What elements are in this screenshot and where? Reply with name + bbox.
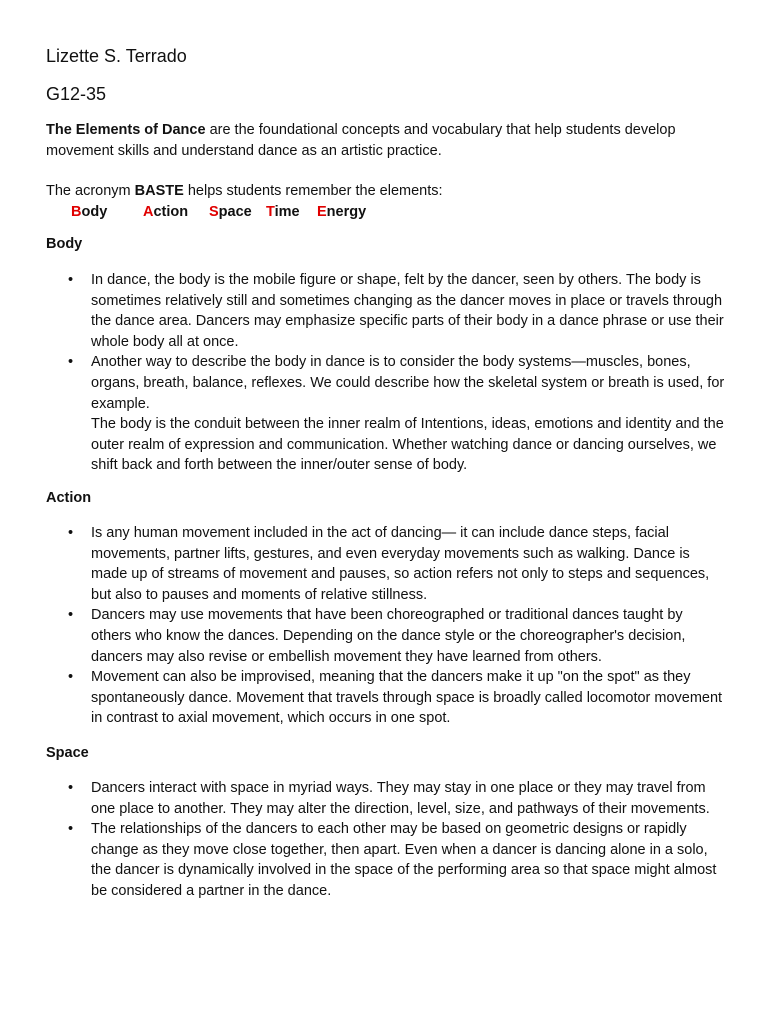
class-section: G12-35 — [46, 84, 107, 104]
action-bullet-list — [46, 523, 726, 729]
intro-lead-bold: The Elements of Dance — [46, 122, 206, 138]
bullet-icon: • — [68, 272, 74, 288]
body-bullet-2-text: Another way to describe the body in dance is to consider the body systems—muscles, bones, organs, breath, balance, reflexes. We could describe how the skeletal system or breath is used, for example. — [91, 354, 725, 412]
list-item — [46, 605, 726, 667]
body-bullet-list — [46, 270, 726, 476]
acronym-item-body — [71, 202, 143, 222]
acronym-rest-energy: nergy — [326, 204, 367, 220]
space-bullet-2-text: The relationships of the dancers to each other may be based on geometric designs or rapidly change as they move close together, then apart. Even when a dancer is dancing alone in a solo, the dancer is dynamically involved in the space of the performing area so that space might almost be considered a partner in the dance. — [91, 821, 717, 899]
acronym-cap-e: E — [317, 204, 327, 220]
bullet-icon: • — [68, 821, 74, 838]
acronym-rest-time: ime — [274, 204, 300, 220]
acronym-letters — [71, 202, 366, 222]
acronym-cap-s: S — [209, 204, 219, 220]
body-bullet-1-text: In dance, the body is the mobile figure or shape, felt by the dancer, seen by others. The body is sometimes relatively still and sometimes changing as the dancer moves in place or travels through the dance area. Dancers may emphasize specific parts of their body in a dance phrase or use their whole body all at once. — [91, 272, 724, 350]
author-name: Lizette S. Terrado — [46, 46, 187, 66]
acronym-item-space — [209, 202, 266, 222]
acronym-cap-t: T — [266, 204, 275, 220]
list-item — [46, 352, 726, 476]
acronym-text-before: The acronym — [46, 183, 135, 199]
bullet-icon: • — [68, 780, 74, 796]
bullet-icon: • — [68, 669, 74, 686]
list-item — [46, 667, 726, 729]
acronym-item-energy — [317, 202, 366, 222]
list-item — [46, 778, 726, 819]
body-continuation-text: The body is the conduit between the inner realm of Intentions, ideas, emotions and identity and the outer realm of expression and communication. Whether watching dance or dancing ourselves, we shift back and forth between the inner/outer sense of body. — [91, 416, 724, 474]
intro-paragraph — [46, 120, 726, 161]
acronym-rest-action: ction — [153, 204, 189, 220]
list-item — [46, 819, 726, 901]
acronym-item-action — [143, 202, 209, 222]
bullet-icon: • — [68, 607, 74, 624]
bullet-icon: • — [68, 525, 74, 541]
heading-body: Body — [46, 236, 83, 252]
space-bullet-1-text: Dancers interact with space in myriad ways. They may stay in one place or they may travel from one place to another. They may alter the direction, level, size, and pathways of their movements. — [91, 780, 710, 817]
acronym-rest-space: pace — [218, 204, 252, 220]
acronym-cap-b: B — [71, 204, 82, 220]
acronym-text-after: helps students remember the elements: — [183, 183, 443, 199]
heading-space: Space — [46, 745, 89, 761]
space-bullet-list — [46, 778, 726, 902]
bullet-icon: • — [68, 354, 74, 371]
acronym-sentence — [46, 181, 726, 202]
acronym-item-time — [266, 202, 317, 222]
acronym-rest-body: ody — [81, 204, 108, 220]
list-item — [46, 270, 726, 352]
acronym-cap-a: A — [143, 204, 154, 220]
action-bullet-3-text: Movement can also be improvised, meaning that the dancers make it up "on the spot" as they spontaneously dance. Movement that travels through space is broadly called locomotor movement in contrast to axial movement, which occurs in one spot. — [91, 669, 723, 727]
action-bullet-1-text: Is any human movement included in the act of dancing— it can include dance steps, facial movements, partner lifts, gestures, and even everyday movements such as walking. Dance is made up of streams of movement and pauses, so action refers not only to steps and sequences, but also to pauses and moments of relative stillness. — [91, 525, 710, 603]
action-bullet-2-text: Dancers may use movements that have been choreographed or traditional dances taught by others who know the dances. Depending on the dance style or the choreographer's decision, dancers may also revise or embellish movement they have learned from others. — [91, 607, 686, 665]
list-item — [46, 523, 726, 605]
acronym-word: BASTE — [134, 183, 184, 199]
heading-action: Action — [46, 490, 92, 506]
intro-lead-rest: are the foundational concepts and vocabulary that help students develop movement skills and understand dance as an artistic practice. — [46, 122, 676, 159]
